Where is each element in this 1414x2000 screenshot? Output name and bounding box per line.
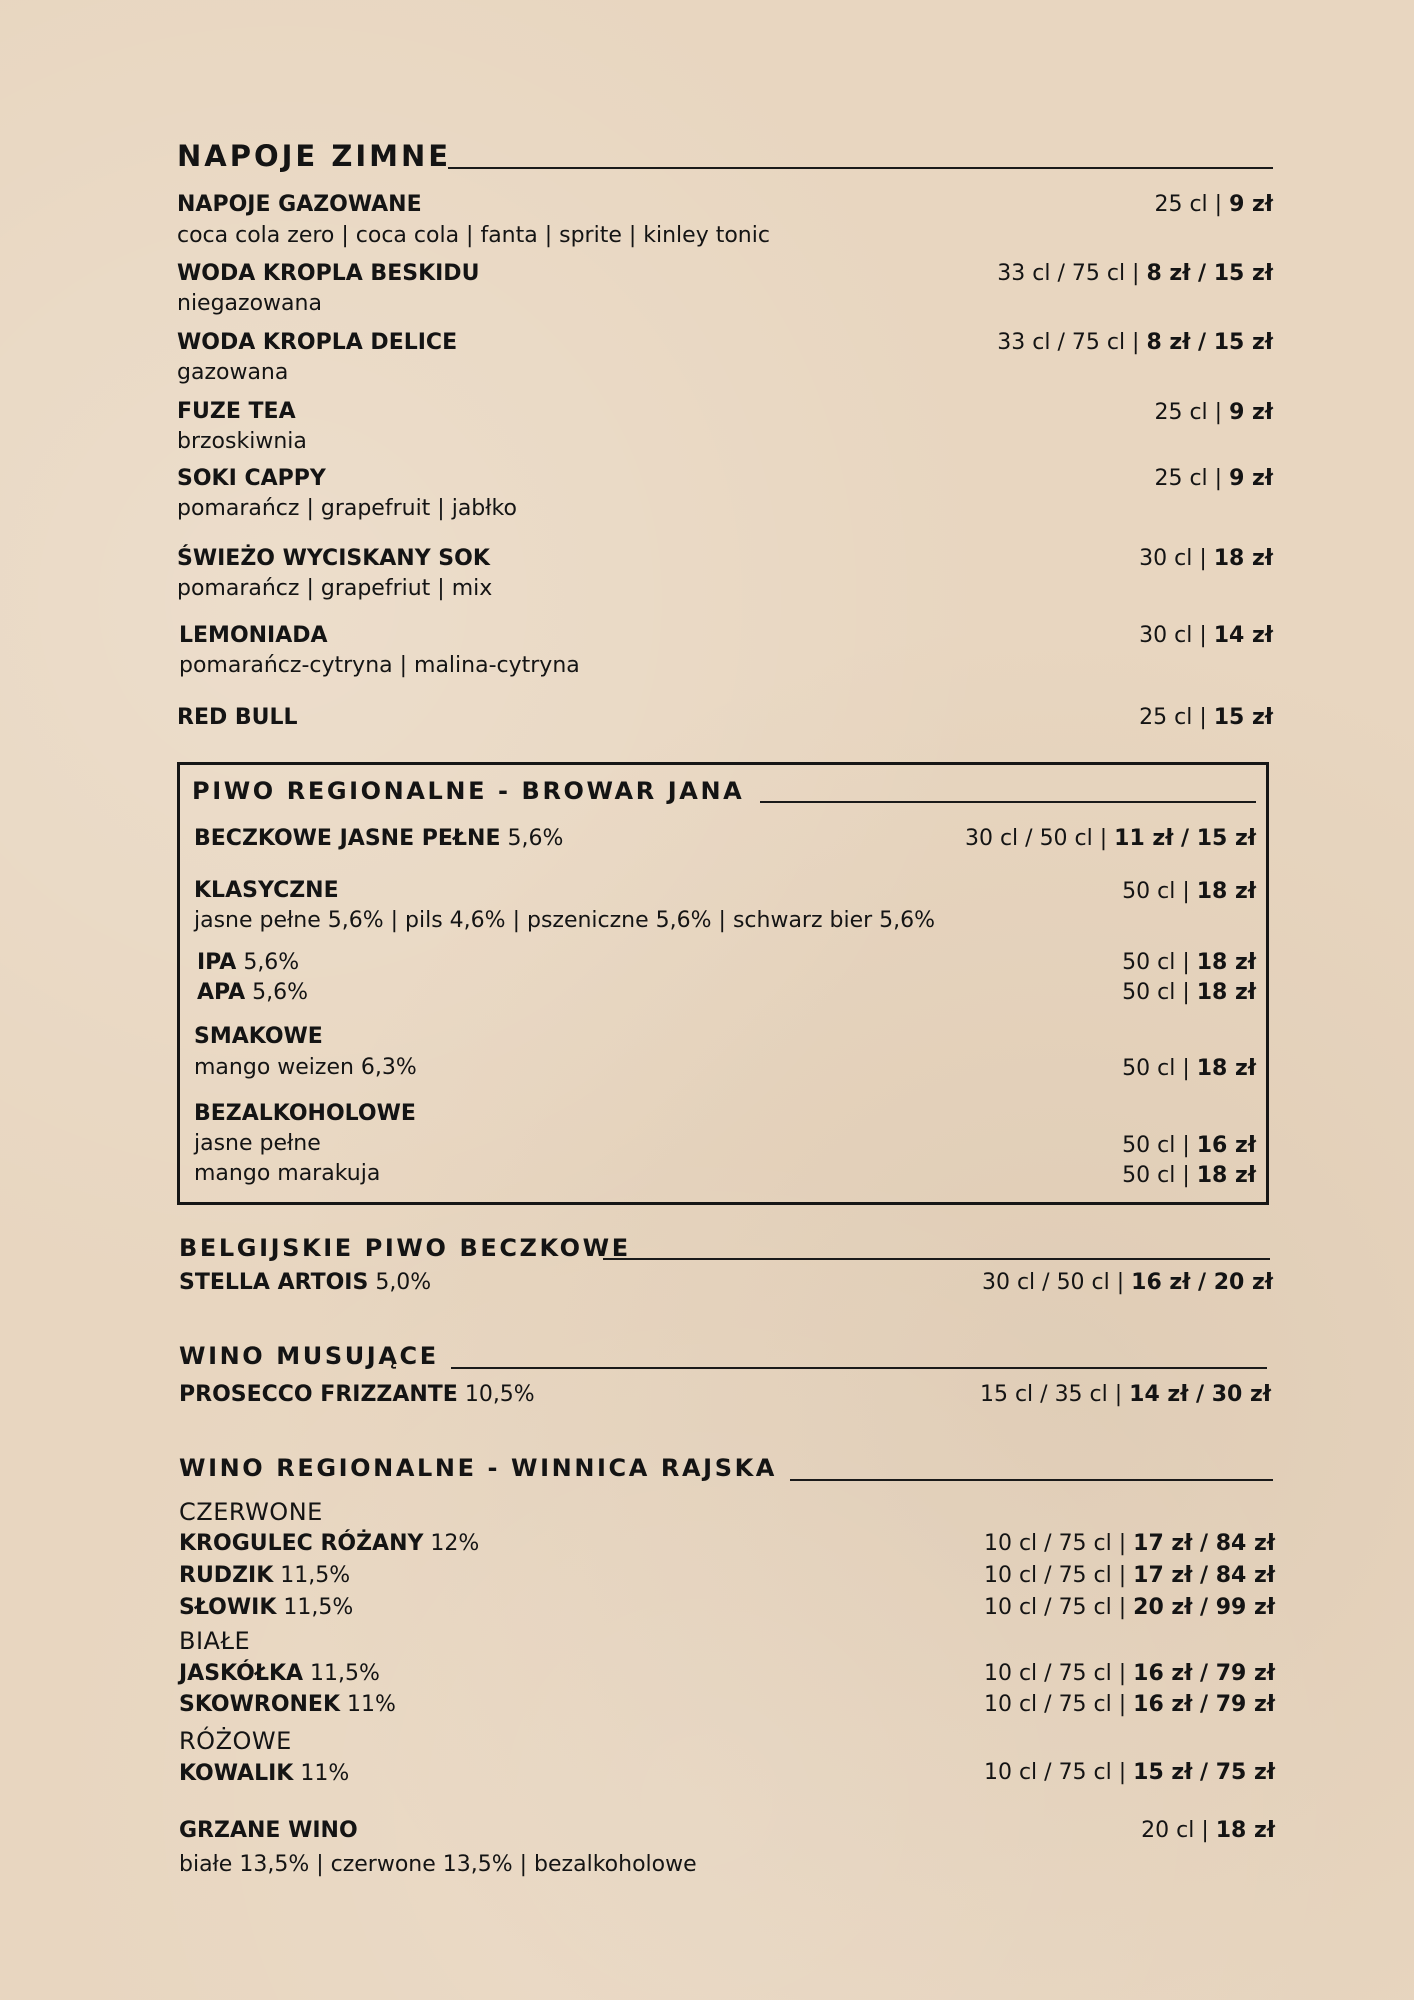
price-value: 8 zł / 15 zł xyxy=(1146,261,1273,286)
menu-item-name xyxy=(179,1595,353,1620)
menu-item-price xyxy=(984,1595,1275,1620)
menu-item-name: FUZE TEA xyxy=(177,399,296,424)
menu-item-price xyxy=(984,1531,1275,1556)
menu-item-price xyxy=(997,261,1273,286)
section-rule xyxy=(448,167,1273,169)
price-size: 25 cl | xyxy=(1139,705,1214,730)
price-value: 18 zł xyxy=(1196,980,1256,1005)
menu-item-price xyxy=(1122,1133,1256,1158)
menu-item-name: SOKI CAPPY xyxy=(177,466,326,491)
wine-name: RUDZIK xyxy=(179,1563,274,1588)
wine-category-rose: RÓŻOWE xyxy=(179,1727,292,1755)
menu-item-name xyxy=(179,1761,349,1786)
wine-abv: 12% xyxy=(423,1531,480,1556)
menu-item-price xyxy=(1154,400,1273,425)
beer-abv: 5,0% xyxy=(368,1270,432,1295)
beer-name: STELLA ARTOIS xyxy=(179,1270,369,1295)
menu-item-name: RED BULL xyxy=(177,705,298,730)
menu-item-name: BEZALKOHOLOWE xyxy=(194,1101,416,1126)
beer-name: APA xyxy=(197,980,246,1005)
section-title-wino-musujace: WINO MUSUJĄCE xyxy=(179,1342,439,1370)
price-value: 15 zł / 75 zł xyxy=(1133,1760,1275,1785)
menu-item-price xyxy=(984,1661,1275,1686)
price-size: 33 cl / 75 cl | xyxy=(997,261,1147,286)
price-value: 8 zł / 15 zł xyxy=(1146,330,1273,355)
menu-item-desc: mango weizen 6,3% xyxy=(194,1055,417,1080)
menu-item-name xyxy=(179,1563,350,1588)
price-size: 30 cl / 50 cl | xyxy=(981,1270,1132,1295)
price-size: 30 cl | xyxy=(1139,546,1214,571)
price-size: 10 cl / 75 cl | xyxy=(983,1531,1134,1556)
menu-item-desc: białe 13,5% | czerwone 13,5% | bezalkoholowe xyxy=(179,1852,697,1877)
menu-item-price xyxy=(982,1270,1273,1295)
wine-abv: 11,5% xyxy=(276,1595,354,1620)
wine-name: KOWALIK xyxy=(179,1761,294,1786)
price-value: 9 zł xyxy=(1229,192,1273,217)
menu-item-name xyxy=(179,1531,479,1556)
section-rule xyxy=(760,801,1256,803)
price-value: 15 zł xyxy=(1213,705,1273,730)
section-title-wino-regionalne: WINO REGIONALNE - WINNICA RAJSKA xyxy=(179,1454,777,1482)
wine-abv: 10,5% xyxy=(457,1382,535,1407)
menu-item-desc: jasne pełne 5,6% | pils 4,6% | pszeniczne 5,6% | schwarz bier 5,6% xyxy=(194,908,936,933)
menu-item-name xyxy=(194,826,563,851)
wine-category-red: CZERWONE xyxy=(179,1498,323,1526)
beer-name: BECZKOWE JASNE PEŁNE xyxy=(194,826,501,851)
price-value: 11 zł / 15 zł xyxy=(1114,826,1256,851)
price-size: 25 cl | xyxy=(1154,192,1230,217)
menu-item-price xyxy=(984,1563,1275,1588)
menu-item-name xyxy=(197,980,308,1005)
beer-abv: 5,6% xyxy=(236,950,300,975)
price-value: 17 zł / 84 zł xyxy=(1133,1531,1275,1556)
menu-item-name xyxy=(179,1270,431,1295)
menu-item-desc: coca cola zero | coca cola | fanta | sprite | kinley tonic xyxy=(177,223,770,248)
wine-name: JASKÓŁKA xyxy=(179,1661,304,1686)
menu-item-desc: mango marakuja xyxy=(194,1161,381,1186)
price-size: 10 cl / 75 cl | xyxy=(983,1563,1134,1588)
section-rule xyxy=(603,1258,1270,1260)
price-size: 10 cl / 75 cl | xyxy=(983,1692,1134,1717)
menu-item-name: LEMONIADA xyxy=(179,623,328,648)
price-value: 14 zł xyxy=(1213,623,1273,648)
price-size: 33 cl / 75 cl | xyxy=(997,330,1147,355)
section-title-belgijskie: BELGIJSKIE PIWO BECZKOWE xyxy=(179,1234,631,1262)
menu-item-desc: brzoskiwnia xyxy=(177,429,307,454)
wine-category-white: BIAŁE xyxy=(179,1627,251,1655)
menu-item-price xyxy=(1141,1818,1275,1843)
wine-abv: 11,5% xyxy=(273,1563,351,1588)
price-size: 50 cl | xyxy=(1122,1163,1197,1188)
price-value: 17 zł / 84 zł xyxy=(1133,1563,1275,1588)
wine-name: KROGULEC RÓŻANY xyxy=(179,1531,424,1556)
price-size: 10 cl / 75 cl | xyxy=(983,1595,1134,1620)
price-value: 20 zł / 99 zł xyxy=(1133,1595,1275,1620)
price-size: 10 cl / 75 cl | xyxy=(983,1661,1134,1686)
price-value: 14 zł / 30 zł xyxy=(1129,1382,1271,1407)
menu-item-price xyxy=(1139,623,1273,648)
menu-item-price xyxy=(1122,1056,1256,1081)
menu-item-price xyxy=(984,1692,1275,1717)
price-value: 18 zł xyxy=(1196,879,1256,904)
beer-abv: 5,6% xyxy=(500,826,564,851)
menu-item-price xyxy=(1122,980,1256,1005)
price-size: 30 cl / 50 cl | xyxy=(964,826,1115,851)
price-size: 10 cl / 75 cl | xyxy=(983,1760,1134,1785)
menu-item-desc: pomarańcz | grapefruit | jabłko xyxy=(177,496,517,521)
menu-item-name: KLASYCZNE xyxy=(194,878,339,903)
wine-name: SŁOWIK xyxy=(179,1595,277,1620)
menu-item-name: WODA KROPLA DELICE xyxy=(177,330,458,355)
price-size: 50 cl | xyxy=(1122,1133,1197,1158)
menu-item-name xyxy=(179,1661,380,1686)
menu-item-price xyxy=(1122,879,1256,904)
menu-item-name: WODA KROPLA BESKIDU xyxy=(177,261,480,286)
price-value: 18 zł xyxy=(1213,546,1273,571)
menu-item-name: NAPOJE GAZOWANE xyxy=(177,192,422,217)
menu-item-desc: pomarańcz-cytryna | malina-cytryna xyxy=(179,653,580,678)
price-size: 20 cl | xyxy=(1141,1818,1216,1843)
price-value: 18 zł xyxy=(1196,1056,1256,1081)
price-size: 50 cl | xyxy=(1122,950,1197,975)
price-value: 9 zł xyxy=(1229,466,1273,491)
menu-item-price xyxy=(1154,466,1273,491)
price-size: 50 cl | xyxy=(1122,1056,1197,1081)
section-rule xyxy=(451,1367,1267,1369)
price-value: 16 zł / 79 zł xyxy=(1133,1661,1275,1686)
wine-abv: 11% xyxy=(293,1761,350,1786)
menu-item-price xyxy=(980,1382,1271,1407)
price-size: 15 cl / 35 cl | xyxy=(979,1382,1130,1407)
menu-item-price xyxy=(1139,546,1273,571)
menu-item-price xyxy=(965,826,1256,851)
menu-item-name: ŚWIEŻO WYCISKANY SOK xyxy=(177,546,490,571)
menu-item-price xyxy=(1122,950,1256,975)
menu-item-price xyxy=(984,1760,1275,1785)
menu-item-price xyxy=(1122,1163,1256,1188)
price-value: 18 zł xyxy=(1215,1818,1275,1843)
menu-item-price xyxy=(1154,192,1273,217)
menu-item-price xyxy=(1139,705,1273,730)
menu-item-name xyxy=(179,1692,396,1717)
menu-item-name: GRZANE WINO xyxy=(179,1818,358,1843)
price-value: 9 zł xyxy=(1229,400,1273,425)
menu-item-desc: gazowana xyxy=(177,360,289,385)
price-value: 16 zł / 79 zł xyxy=(1133,1692,1275,1717)
price-size: 25 cl | xyxy=(1154,400,1230,425)
menu-item-name xyxy=(179,1382,535,1407)
menu-item-name: SMAKOWE xyxy=(194,1024,323,1049)
price-size: 25 cl | xyxy=(1154,466,1230,491)
price-value: 18 zł xyxy=(1196,1163,1256,1188)
wine-name: SKOWRONEK xyxy=(179,1692,341,1717)
menu-item-desc: jasne pełne xyxy=(194,1131,321,1156)
price-value: 16 zł / 20 zł xyxy=(1131,1270,1273,1295)
wine-name: PROSECCO FRIZZANTE xyxy=(179,1382,458,1407)
section-title-piwo-regionalne: PIWO REGIONALNE - BROWAR JANA xyxy=(192,777,745,805)
menu-item-name xyxy=(197,950,299,975)
price-size: 50 cl | xyxy=(1122,980,1197,1005)
price-size: 30 cl | xyxy=(1139,623,1214,648)
price-size: 50 cl | xyxy=(1122,879,1197,904)
beer-name: IPA xyxy=(197,950,237,975)
menu-item-desc: pomarańcz | grapefriut | mix xyxy=(177,576,493,601)
price-value: 16 zł xyxy=(1196,1133,1256,1158)
wine-abv: 11,5% xyxy=(303,1661,380,1686)
section-title-napoje-zimne: NAPOJE ZIMNE xyxy=(177,139,452,173)
menu-item-price xyxy=(997,330,1273,355)
section-rule xyxy=(790,1479,1273,1481)
wine-abv: 11% xyxy=(340,1692,396,1717)
menu-item-desc: niegazowana xyxy=(177,291,322,316)
price-value: 18 zł xyxy=(1196,950,1256,975)
beer-abv: 5,6% xyxy=(245,980,309,1005)
